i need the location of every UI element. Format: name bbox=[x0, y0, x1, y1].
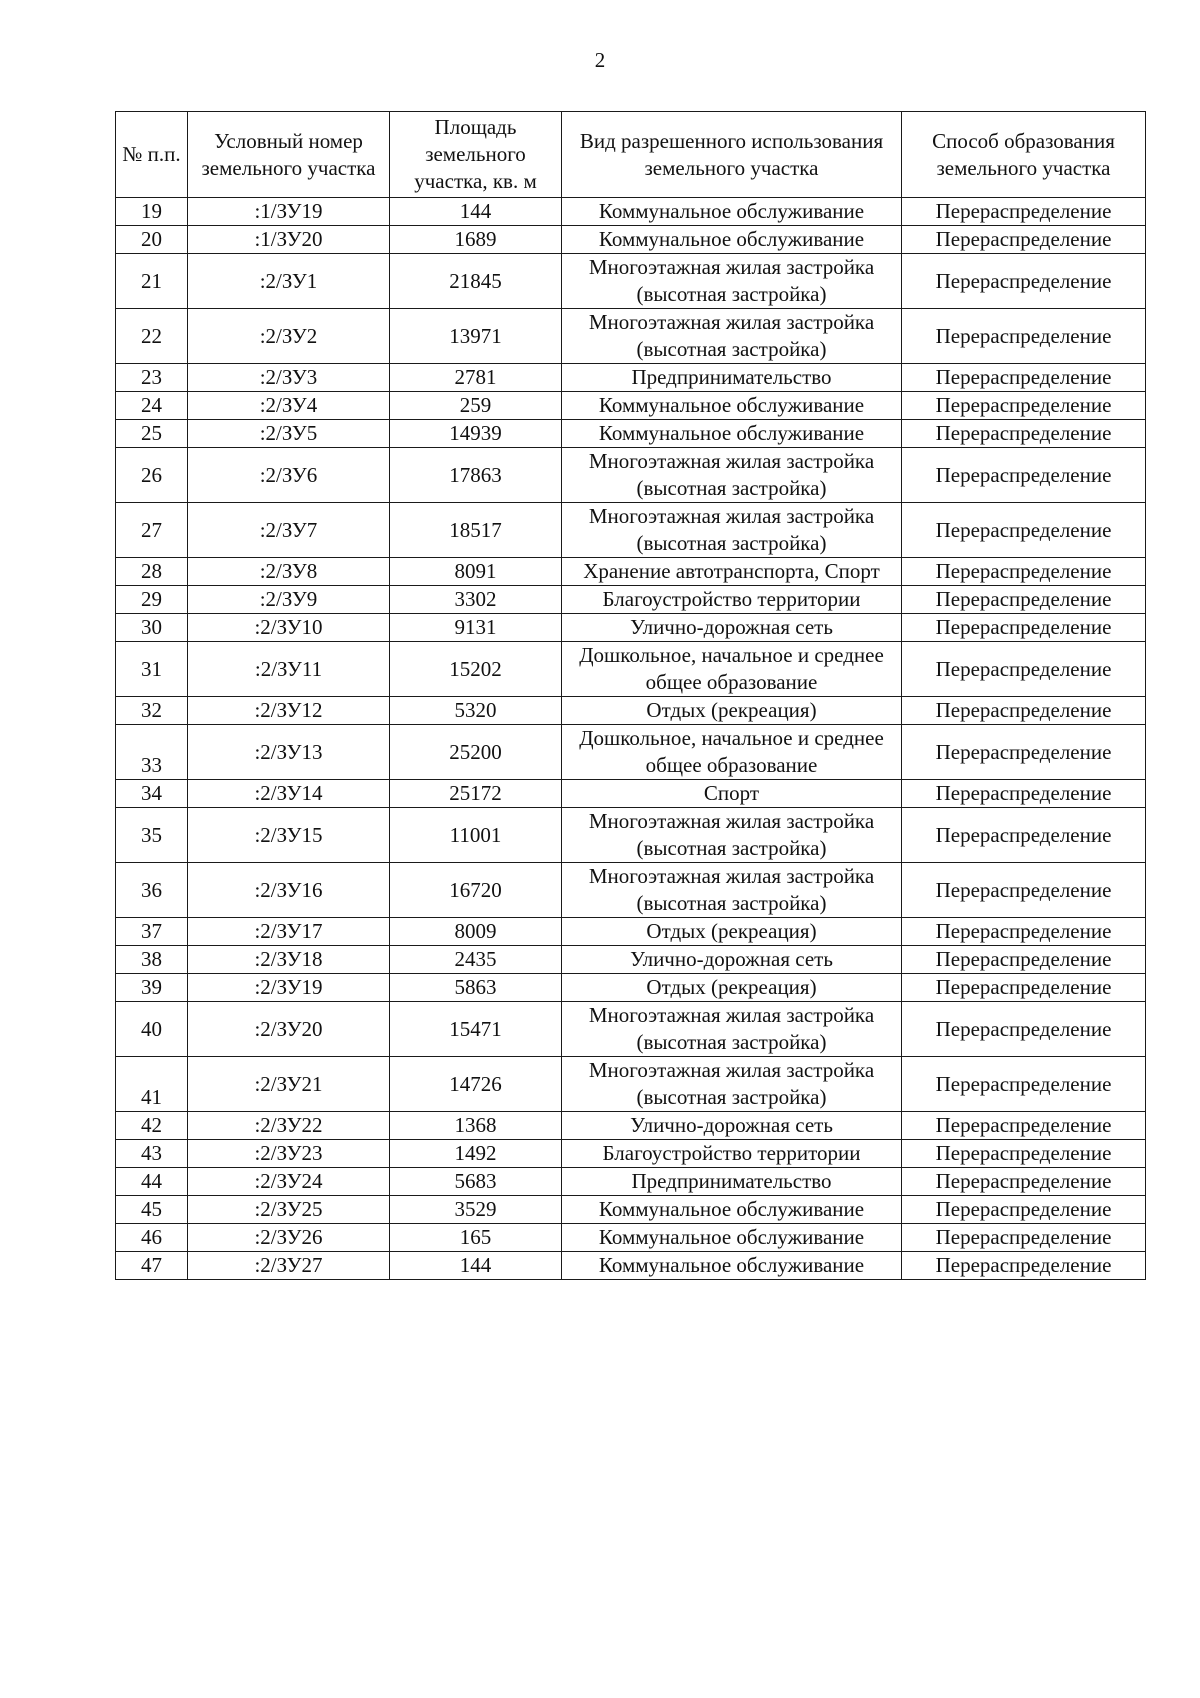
cell-number: 32 bbox=[116, 697, 188, 725]
table-row bbox=[116, 586, 1146, 614]
table-row bbox=[116, 974, 1146, 1002]
cell-formation-method: Перераспределение bbox=[902, 1140, 1146, 1168]
cell-plot-code: :2/ЗУ11 bbox=[188, 642, 390, 697]
cell-permitted-use: Многоэтажная жилая застройка (высотная застройка) bbox=[562, 863, 902, 918]
cell-plot-code: :2/ЗУ24 bbox=[188, 1168, 390, 1196]
cell-area: 25172 bbox=[390, 780, 562, 808]
cell-permitted-use: Предпринимательство bbox=[562, 1168, 902, 1196]
cell-plot-code: :2/ЗУ2 bbox=[188, 309, 390, 364]
table-row bbox=[116, 1252, 1146, 1280]
cell-area: 2781 bbox=[390, 364, 562, 392]
cell-formation-method: Перераспределение bbox=[902, 1196, 1146, 1224]
cell-number: 38 bbox=[116, 946, 188, 974]
cell-permitted-use: Дошкольное, начальное и среднее общее образование bbox=[562, 642, 902, 697]
cell-plot-code: :2/ЗУ16 bbox=[188, 863, 390, 918]
header-area: Площадь земельного участка, кв. м bbox=[390, 112, 562, 198]
cell-permitted-use: Отдых (рекреация) bbox=[562, 974, 902, 1002]
cell-permitted-use: Благоустройство территории bbox=[562, 586, 902, 614]
cell-formation-method: Перераспределение bbox=[902, 918, 1146, 946]
cell-number: 34 bbox=[116, 780, 188, 808]
table-row bbox=[116, 1224, 1146, 1252]
cell-area: 259 bbox=[390, 392, 562, 420]
cell-plot-code: :2/ЗУ12 bbox=[188, 697, 390, 725]
cell-formation-method: Перераспределение bbox=[902, 198, 1146, 226]
cell-formation-method: Перераспределение bbox=[902, 974, 1146, 1002]
cell-plot-code: :1/ЗУ19 bbox=[188, 198, 390, 226]
cell-number: 30 bbox=[116, 614, 188, 642]
cell-area: 15471 bbox=[390, 1002, 562, 1057]
table-row bbox=[116, 1002, 1146, 1057]
cell-permitted-use: Дошкольное, начальное и среднее общее образование bbox=[562, 725, 902, 780]
table-row bbox=[116, 309, 1146, 364]
cell-formation-method: Перераспределение bbox=[902, 1112, 1146, 1140]
cell-plot-code: :1/ЗУ20 bbox=[188, 226, 390, 254]
cell-number: 44 bbox=[116, 1168, 188, 1196]
header-permitted-use: Вид разрешенного использования земельного участка bbox=[562, 112, 902, 198]
cell-area: 14726 bbox=[390, 1057, 562, 1112]
cell-number: 42 bbox=[116, 1112, 188, 1140]
table-row bbox=[116, 918, 1146, 946]
cell-formation-method: Перераспределение bbox=[902, 808, 1146, 863]
table-row bbox=[116, 946, 1146, 974]
cell-number: 33 bbox=[116, 725, 188, 780]
cell-number: 19 bbox=[116, 198, 188, 226]
cell-number: 46 bbox=[116, 1224, 188, 1252]
table-row bbox=[116, 863, 1146, 918]
cell-number: 41 bbox=[116, 1057, 188, 1112]
cell-formation-method: Перераспределение bbox=[902, 254, 1146, 309]
cell-permitted-use: Улично-дорожная сеть bbox=[562, 614, 902, 642]
cell-number: 36 bbox=[116, 863, 188, 918]
cell-formation-method: Перераспределение bbox=[902, 309, 1146, 364]
cell-formation-method: Перераспределение bbox=[902, 642, 1146, 697]
cell-permitted-use: Улично-дорожная сеть bbox=[562, 946, 902, 974]
cell-plot-code: :2/ЗУ25 bbox=[188, 1196, 390, 1224]
cell-area: 14939 bbox=[390, 420, 562, 448]
land-plots-table bbox=[115, 111, 1146, 1280]
table-body bbox=[116, 198, 1146, 1280]
cell-plot-code: :2/ЗУ22 bbox=[188, 1112, 390, 1140]
cell-area: 11001 bbox=[390, 808, 562, 863]
table-row bbox=[116, 614, 1146, 642]
cell-area: 18517 bbox=[390, 503, 562, 558]
cell-formation-method: Перераспределение bbox=[902, 780, 1146, 808]
cell-permitted-use: Многоэтажная жилая застройка (высотная застройка) bbox=[562, 1002, 902, 1057]
table-row bbox=[116, 448, 1146, 503]
cell-area: 17863 bbox=[390, 448, 562, 503]
table-row bbox=[116, 420, 1146, 448]
cell-plot-code: :2/ЗУ20 bbox=[188, 1002, 390, 1057]
cell-area: 144 bbox=[390, 1252, 562, 1280]
cell-area: 165 bbox=[390, 1224, 562, 1252]
cell-permitted-use: Коммунальное обслуживание bbox=[562, 226, 902, 254]
table-row bbox=[116, 1057, 1146, 1112]
table-row bbox=[116, 642, 1146, 697]
table-row bbox=[116, 254, 1146, 309]
cell-number: 47 bbox=[116, 1252, 188, 1280]
cell-permitted-use: Отдых (рекреация) bbox=[562, 697, 902, 725]
cell-number: 29 bbox=[116, 586, 188, 614]
table-row bbox=[116, 1168, 1146, 1196]
cell-area: 5320 bbox=[390, 697, 562, 725]
header-formation-method: Способ образования земельного участка bbox=[902, 112, 1146, 198]
cell-number: 45 bbox=[116, 1196, 188, 1224]
cell-plot-code: :2/ЗУ6 bbox=[188, 448, 390, 503]
table-row bbox=[116, 697, 1146, 725]
cell-plot-code: :2/ЗУ19 bbox=[188, 974, 390, 1002]
cell-permitted-use: Коммунальное обслуживание bbox=[562, 420, 902, 448]
cell-area: 13971 bbox=[390, 309, 562, 364]
cell-plot-code: :2/ЗУ8 bbox=[188, 558, 390, 586]
table-row bbox=[116, 780, 1146, 808]
cell-permitted-use: Многоэтажная жилая застройка (высотная застройка) bbox=[562, 503, 902, 558]
cell-permitted-use: Спорт bbox=[562, 780, 902, 808]
cell-number: 27 bbox=[116, 503, 188, 558]
table-row bbox=[116, 1196, 1146, 1224]
cell-area: 3302 bbox=[390, 586, 562, 614]
cell-plot-code: :2/ЗУ13 bbox=[188, 725, 390, 780]
cell-plot-code: :2/ЗУ1 bbox=[188, 254, 390, 309]
cell-plot-code: :2/ЗУ5 bbox=[188, 420, 390, 448]
cell-number: 43 bbox=[116, 1140, 188, 1168]
cell-number: 39 bbox=[116, 974, 188, 1002]
cell-plot-code: :2/ЗУ26 bbox=[188, 1224, 390, 1252]
table-row bbox=[116, 503, 1146, 558]
cell-plot-code: :2/ЗУ17 bbox=[188, 918, 390, 946]
cell-permitted-use: Отдых (рекреация) bbox=[562, 918, 902, 946]
table-row bbox=[116, 1112, 1146, 1140]
header-number: № п.п. bbox=[116, 112, 188, 198]
cell-formation-method: Перераспределение bbox=[902, 503, 1146, 558]
cell-formation-method: Перераспределение bbox=[902, 586, 1146, 614]
cell-area: 21845 bbox=[390, 254, 562, 309]
cell-number: 37 bbox=[116, 918, 188, 946]
cell-formation-method: Перераспределение bbox=[902, 226, 1146, 254]
cell-formation-method: Перераспределение bbox=[902, 1002, 1146, 1057]
table-row bbox=[116, 392, 1146, 420]
table-row bbox=[116, 808, 1146, 863]
cell-permitted-use: Улично-дорожная сеть bbox=[562, 1112, 902, 1140]
cell-plot-code: :2/ЗУ10 bbox=[188, 614, 390, 642]
cell-plot-code: :2/ЗУ7 bbox=[188, 503, 390, 558]
cell-number: 26 bbox=[116, 448, 188, 503]
table-header bbox=[116, 112, 1146, 198]
cell-area: 8009 bbox=[390, 918, 562, 946]
cell-formation-method: Перераспределение bbox=[902, 614, 1146, 642]
cell-formation-method: Перераспределение bbox=[902, 946, 1146, 974]
cell-area: 1368 bbox=[390, 1112, 562, 1140]
cell-number: 31 bbox=[116, 642, 188, 697]
cell-permitted-use: Многоэтажная жилая застройка (высотная застройка) bbox=[562, 1057, 902, 1112]
page-number: 2 bbox=[594, 48, 606, 72]
cell-permitted-use: Многоэтажная жилая застройка (высотная застройка) bbox=[562, 254, 902, 309]
cell-formation-method: Перераспределение bbox=[902, 448, 1146, 503]
cell-formation-method: Перераспределение bbox=[902, 697, 1146, 725]
cell-area: 3529 bbox=[390, 1196, 562, 1224]
cell-formation-method: Перераспределение bbox=[902, 1057, 1146, 1112]
cell-plot-code: :2/ЗУ23 bbox=[188, 1140, 390, 1168]
cell-plot-code: :2/ЗУ3 bbox=[188, 364, 390, 392]
cell-permitted-use: Предпринимательство bbox=[562, 364, 902, 392]
cell-plot-code: :2/ЗУ21 bbox=[188, 1057, 390, 1112]
cell-area: 5683 bbox=[390, 1168, 562, 1196]
cell-formation-method: Перераспределение bbox=[902, 420, 1146, 448]
cell-number: 40 bbox=[116, 1002, 188, 1057]
cell-area: 25200 bbox=[390, 725, 562, 780]
cell-area: 1689 bbox=[390, 226, 562, 254]
cell-formation-method: Перераспределение bbox=[902, 725, 1146, 780]
cell-number: 24 bbox=[116, 392, 188, 420]
cell-plot-code: :2/ЗУ15 bbox=[188, 808, 390, 863]
cell-area: 16720 bbox=[390, 863, 562, 918]
cell-permitted-use: Многоэтажная жилая застройка (высотная застройка) bbox=[562, 309, 902, 364]
cell-permitted-use: Многоэтажная жилая застройка (высотная застройка) bbox=[562, 808, 902, 863]
cell-plot-code: :2/ЗУ27 bbox=[188, 1252, 390, 1280]
cell-area: 8091 bbox=[390, 558, 562, 586]
cell-permitted-use: Благоустройство территории bbox=[562, 1140, 902, 1168]
cell-area: 5863 bbox=[390, 974, 562, 1002]
cell-formation-method: Перераспределение bbox=[902, 1168, 1146, 1196]
cell-formation-method: Перераспределение bbox=[902, 1224, 1146, 1252]
cell-plot-code: :2/ЗУ4 bbox=[188, 392, 390, 420]
cell-permitted-use: Коммунальное обслуживание bbox=[562, 1224, 902, 1252]
table-row bbox=[116, 364, 1146, 392]
table-row bbox=[116, 558, 1146, 586]
cell-number: 23 bbox=[116, 364, 188, 392]
cell-permitted-use: Многоэтажная жилая застройка (высотная застройка) bbox=[562, 448, 902, 503]
cell-formation-method: Перераспределение bbox=[902, 558, 1146, 586]
cell-permitted-use: Коммунальное обслуживание bbox=[562, 1196, 902, 1224]
cell-permitted-use: Хранение автотранспорта, Спорт bbox=[562, 558, 902, 586]
cell-number: 35 bbox=[116, 808, 188, 863]
cell-plot-code: :2/ЗУ9 bbox=[188, 586, 390, 614]
cell-permitted-use: Коммунальное обслуживание bbox=[562, 392, 902, 420]
cell-number: 21 bbox=[116, 254, 188, 309]
table-row bbox=[116, 198, 1146, 226]
cell-plot-code: :2/ЗУ18 bbox=[188, 946, 390, 974]
cell-area: 15202 bbox=[390, 642, 562, 697]
cell-number: 22 bbox=[116, 309, 188, 364]
cell-formation-method: Перераспределение bbox=[902, 863, 1146, 918]
cell-area: 2435 bbox=[390, 946, 562, 974]
table-row bbox=[116, 725, 1146, 780]
cell-formation-method: Перераспределение bbox=[902, 392, 1146, 420]
cell-plot-code: :2/ЗУ14 bbox=[188, 780, 390, 808]
cell-area: 9131 bbox=[390, 614, 562, 642]
table-row bbox=[116, 226, 1146, 254]
cell-number: 25 bbox=[116, 420, 188, 448]
cell-formation-method: Перераспределение bbox=[902, 1252, 1146, 1280]
cell-number: 20 bbox=[116, 226, 188, 254]
cell-area: 1492 bbox=[390, 1140, 562, 1168]
header-row bbox=[116, 112, 1146, 198]
cell-permitted-use: Коммунальное обслуживание bbox=[562, 198, 902, 226]
table-row bbox=[116, 1140, 1146, 1168]
cell-area: 144 bbox=[390, 198, 562, 226]
cell-permitted-use: Коммунальное обслуживание bbox=[562, 1252, 902, 1280]
cell-number: 28 bbox=[116, 558, 188, 586]
cell-formation-method: Перераспределение bbox=[902, 364, 1146, 392]
header-plot-code: Условный номер земельного участка bbox=[188, 112, 390, 198]
